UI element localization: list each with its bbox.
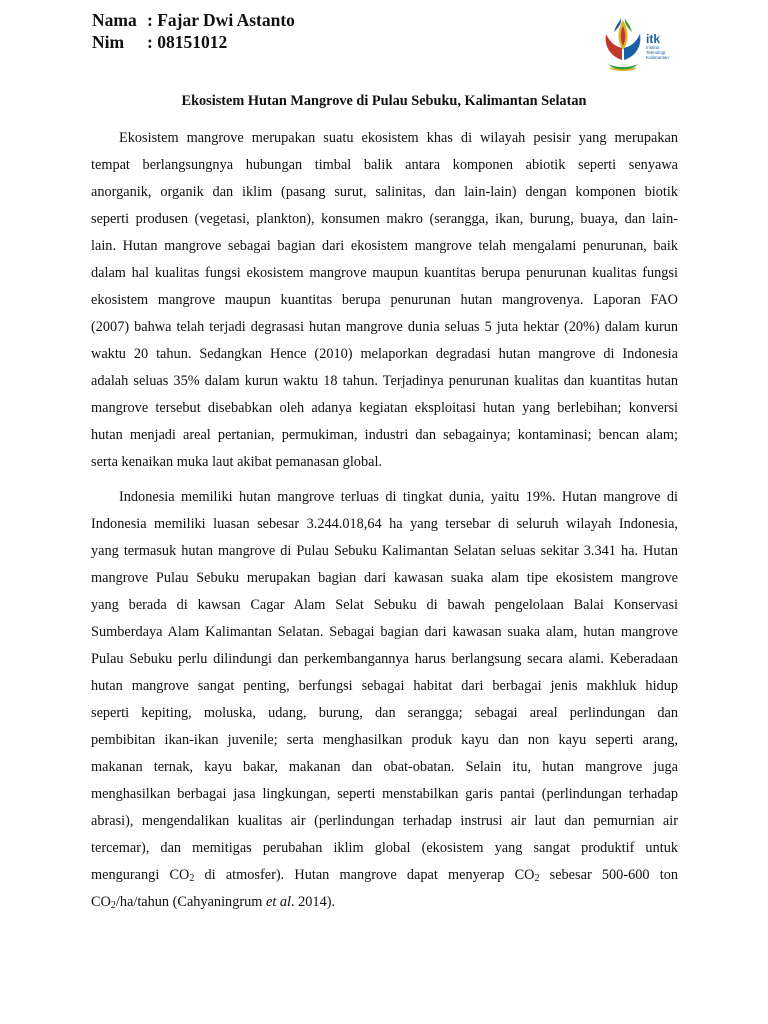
text-line: serta kenaikan muka laut akibat pemanasan global. — [91, 454, 382, 470]
co2-line-part: di atmosfer). Hutan mangrove dapat menyerap CO — [194, 867, 535, 883]
text-line: yang berada di kawsan Cagar Alam Selat Sebuku di bawah pengelolaan Balai Konservasi — [91, 597, 678, 613]
co2-line-part: mengurangi CO — [91, 867, 190, 883]
paragraph-2 — [91, 484, 678, 916]
text-line: tercemar), dan memitigas perubahan iklim global (ekosistem yang sangat produktif untuk — [91, 840, 678, 856]
text-line: hutan menjadi areal pertanian, permukiman, industri dan sebagainya; kontaminasi; bencan alam; — [91, 427, 678, 443]
text-line: adalah seluas 35% dalam kurun waktu 18 tahun. Terjadinya penurunan kualitas dan kuantitas hutan — [91, 373, 678, 389]
co2-line — [91, 862, 678, 889]
text-line: yang termasuk hutan mangrove di Pulau Sebuku Kalimantan Selatan seluas sekitar 3.341 ha. Hutan — [91, 543, 678, 559]
text-line: Indonesia memiliki luasan sebesar 3.244.018,64 ha yang tersebar di seluruh wilayah Indonesia, — [91, 516, 678, 532]
text-line: seperti kepiting, moluska, udang, burung, dan serangga; sebagai areal perlindungan dan — [91, 705, 678, 721]
text-line: seperti produsen (vegetasi, plankton), konsumen makro (serangga, ikan, burung, buaya, dan lain- — [91, 211, 678, 227]
itk-emblem-icon — [600, 16, 646, 76]
citation-part: /ha/tahun (Cahyaningrum — [115, 894, 266, 910]
text-line: abrasi), mengendalikan kualitas air (perlindungan terhadap instrusi air laut dan pemurnian air — [91, 813, 678, 829]
text-line: (2007) bahwa telah terjadi degrasasi hutan mangrove dunia seluas 5 juta hektar (20%) dalam kurun — [91, 319, 678, 335]
logo-sub-line: Institut — [646, 45, 660, 50]
text-line: makanan ternak, kayu bakar, makanan dan obat-obatan. Selain itu, hutan mangrove juga — [91, 759, 678, 775]
text-line: anorganik, organik dan iklim (pasang surut, salinitas, dan lain-lain) dengan komponen biotik — [91, 184, 678, 200]
document-title: Ekosistem Hutan Mangrove di Pulau Sebuku, Kalimantan Selatan — [181, 93, 587, 109]
text-line: mangrove tersebut disebabkan oleh adanya kegiatan eksploitasi hutan yang berlebihan; konversi — [91, 400, 678, 416]
citation-part: . 2014). — [290, 894, 336, 910]
logo-sub-line: Kalimantan — [646, 55, 669, 61]
citation-line — [91, 889, 678, 916]
citation-italic: et al — [265, 894, 291, 910]
paragraph-1 — [91, 125, 678, 476]
name-label: Nama — [92, 10, 137, 30]
author-header — [92, 9, 295, 53]
citation-part: CO — [91, 894, 111, 910]
nim-value: : 08151012 — [147, 32, 228, 52]
text-line: tempat berlangsungnya hubungan timbal balik antara komponen abiotik seperti senyawa — [91, 157, 678, 173]
subscript: 2 — [189, 873, 195, 884]
text-line: Pulau Sebuku perlu dilindungi dan perkembangannya harus berlangsung secara alami. Keberadaan — [91, 651, 678, 667]
co2-line-part: sebesar 500-600 ton — [539, 867, 678, 883]
subscript: 2 — [110, 900, 116, 911]
text-line: menghasilkan berbagai jasa lingkungan, seperti menstabilkan garis pantai (perlindungan terhadap — [91, 786, 678, 802]
logo-brand: itk — [646, 32, 661, 46]
text-line: hutan mangrove sangat penting, berfungsi sebagai habitat dari berbagai jenis makhluk hidup — [91, 678, 678, 694]
text-line: Ekosistem mangrove merupakan suatu ekosistem khas di wilayah pesisir yang merupakan — [119, 130, 678, 146]
text-line: mangrove Pulau Sebuku merupakan bagian dari kawasan suaka alam tipe ekosistem mangrove — [91, 570, 678, 586]
text-line: Sumberdaya Alam Kalimantan Selatan. Sebagai bagian dari kawasan suaka alam, hutan mangrove — [91, 624, 678, 640]
text-line: pembibitan ikan-ikan juvenile; serta menghasilkan produk kayu dan non kayu seperti arang, — [91, 732, 678, 748]
text-line: waktu 20 tahun. Sedangkan Hence (2010) melaporkan degradasi hutan mangrove di Indonesia — [91, 346, 678, 362]
text-line: lain. Hutan mangrove sebagai bagian dari ekosistem mangrove telah mengalami penurunan, baik — [91, 238, 678, 254]
text-line: dalam hal kualitas fungsi ekosistem mangrove maupun kuantitas berupa penurunan kualitas fungsi — [91, 265, 678, 281]
nim-row — [92, 31, 295, 53]
nim-label: Nim — [92, 32, 125, 52]
text-line: Indonesia memiliki hutan mangrove terluas di tingkat dunia, yaitu 19%. Hutan mangrove di — [119, 489, 678, 505]
itk-logo-text — [646, 33, 669, 61]
logo-sub-line: Teknologi — [646, 50, 666, 56]
document-body — [91, 125, 678, 916]
text-line: ekosistem mangrove maupun kuantitas berupa penurunan hutan mangrovenya. Laporan FAO — [91, 292, 678, 308]
name-value: : Fajar Dwi Astanto — [147, 10, 295, 30]
name-row — [92, 9, 295, 31]
itk-logo — [600, 16, 712, 76]
subscript: 2 — [534, 873, 540, 884]
